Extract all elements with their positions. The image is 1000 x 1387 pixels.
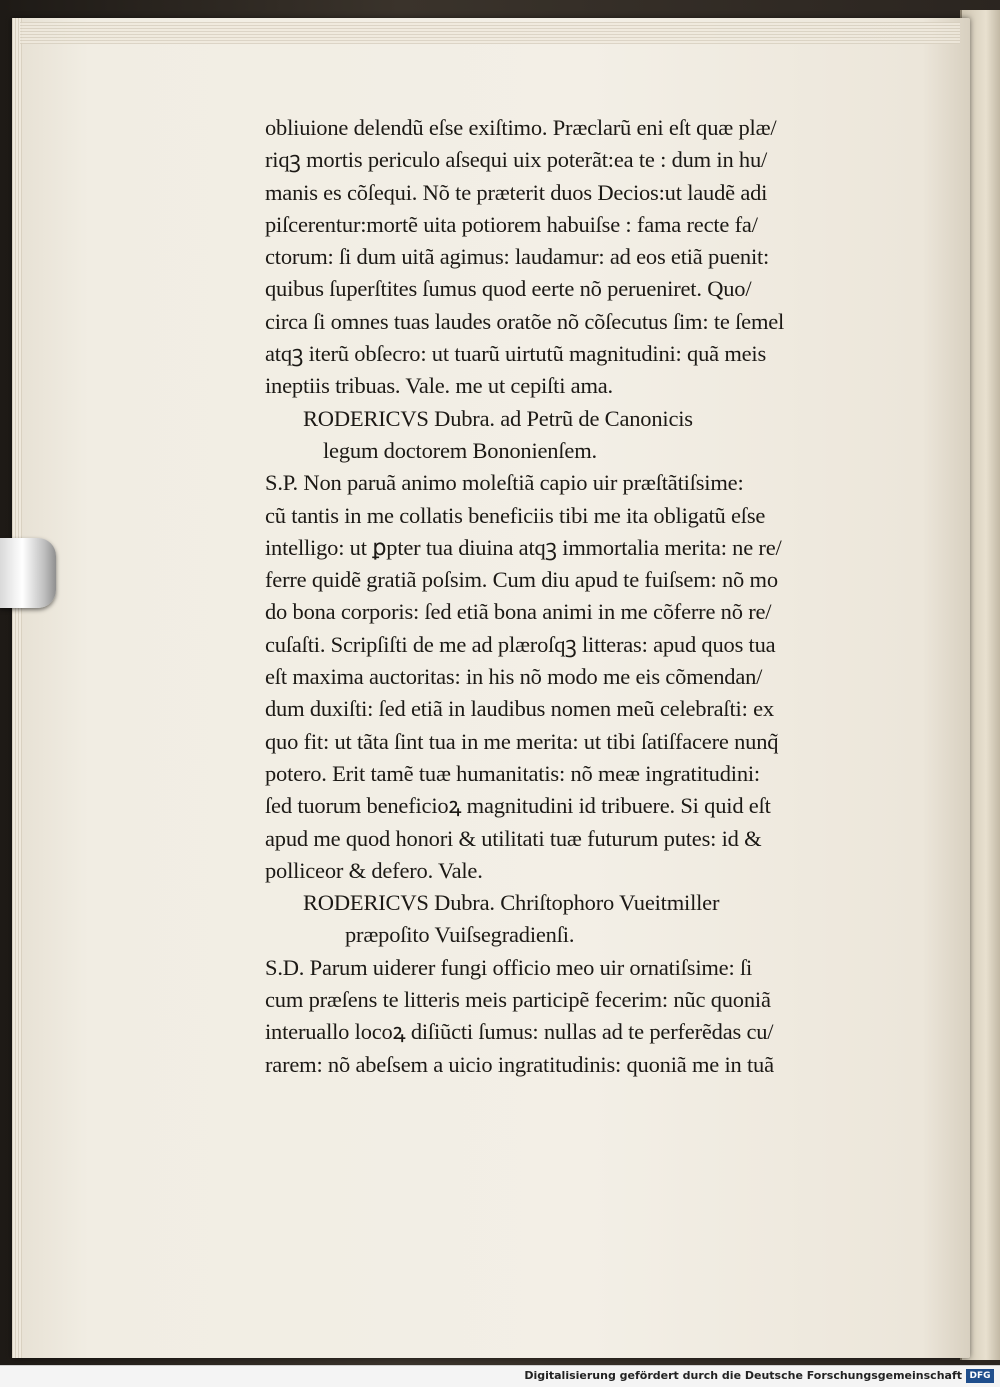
text-line: piſcerentur:mortẽ uita potiorem habuiſse : fama recte fa/ (265, 211, 758, 237)
text-line: ctorum: ſi dum uitã agimus: laudamur: ad eos etiã puenit: (265, 244, 770, 270)
footer-bar (0, 1365, 1000, 1387)
text-line: rarem: nõ abeſsem a uicio ingratitudinis: quoniã me in tuã (265, 1051, 774, 1077)
text-line: manis es cõſequi. Nõ te præterit duos Decios:ut laudẽ adi (265, 179, 768, 205)
letter-heading: RODERICVS Dubra. Chriſtophoro Vueitmiller (303, 890, 720, 916)
text-line: do bona corporis: ſed etiã bona animi in me cõferre nõ re/ (265, 599, 772, 625)
text-line: S.P. Non paruã animo moleſtiã capio uir præſtãtiſsime: (265, 470, 744, 496)
letter-heading-continued: præpoſito Vuiſsegradienſi. (345, 922, 575, 948)
printed-text-block (265, 112, 890, 1081)
text-line: eſt maxima auctoritas: in his nõ modo me eis cõmendan/ (265, 664, 763, 690)
text-line: ineptiis tribuas. Vale. me ut cepiſti ama. (265, 373, 613, 399)
page-edge-top (20, 22, 960, 44)
page-clip (0, 538, 56, 608)
text-line: quibus ſuperſtites ſumus quod eerte nõ perueniret. Quo/ (265, 276, 752, 302)
text-line: ſed tuorum beneficioꝝ magnitudini id tribuere. Si quid eſt (265, 793, 771, 819)
text-line: atqꝫ iterũ obſecro: ut tuarũ uirtutũ magnitudini: quã meis (265, 341, 767, 367)
funding-credit: Digitalisierung gefördert durch die Deutsche Forschungsgemeinschaft (524, 1369, 962, 1382)
text-line: cum præſens te litteris meis participẽ fecerim: nũc quoniã (265, 987, 771, 1013)
text-line: apud me quod honori & utilitati tuæ futurum putes: id & (265, 825, 762, 851)
text-line: intelligo: ut ꝑpter tua diuina atqꝫ immortalia merita: ne re/ (265, 534, 782, 560)
text-line: riqꝫ mortis periculo aſsequi uix poterãt:ea te : dum in hu/ (265, 147, 768, 173)
text-line: ferre quidẽ gratiã poſsim. Cum diu apud te fuiſsem: nõ mo (265, 567, 778, 593)
text-line: quo fit: ut tãta ſint tua in me merita: ut tibi ſatiſfacere nunq̃ (265, 728, 779, 754)
text-line: potero. Erit tamẽ tuæ humanitatis: nõ meæ ingratitudini: (265, 760, 760, 786)
text-line: interuallo locoꝝ diſiũcti ſumus: nullas ad te perferẽdas cu/ (265, 1019, 774, 1045)
dfg-logo: DFG (966, 1369, 994, 1383)
letter-heading: RODERICVS Dubra. ad Petrũ de Canonicis (303, 405, 693, 431)
letter-heading-continued: legum doctorem Bononienſem. (323, 437, 597, 463)
text-line: obliuione delendũ eſse exiſtimo. Præclarũ eni eſt quæ plæ/ (265, 115, 777, 140)
text-line: S.D. Parum uiderer fungi officio meo uir ornatiſsime: ſi (265, 954, 753, 980)
page-edge-left (12, 18, 22, 1358)
text-line: dum duxiſti: ſed etiã in laudibus nomen meũ celebraſti: ex (265, 696, 774, 722)
text-line: polliceor & defero. Vale. (265, 857, 483, 883)
text-line: cũ tantis in me collatis beneficiis tibi me ita obligatũ eſse (265, 502, 766, 528)
text-line: cuſaſti. Scripſiſti de me ad plæroſqꝫ litteras: apud quos tua (265, 631, 776, 657)
text-line: circa ſi omnes tuas laudes oratõe nõ cõſecutus ſim: te ſemel (265, 308, 785, 334)
